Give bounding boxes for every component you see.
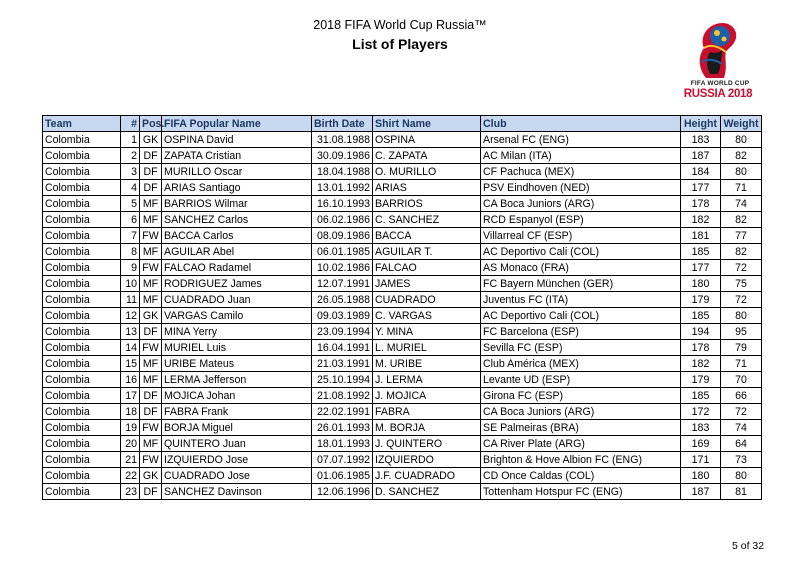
cell-club: Villarreal CF (ESP) <box>481 228 681 244</box>
cell-shirt-name: OSPINA <box>373 132 481 148</box>
table-body <box>43 132 762 500</box>
cell-player-name: FABRA Frank <box>162 404 312 420</box>
cell-club: AC Deportivo Cali (COL) <box>481 308 681 324</box>
cell-team: Colombia <box>43 356 121 372</box>
cell-position: FW <box>140 420 162 436</box>
table-row <box>43 484 762 500</box>
cell-team: Colombia <box>43 372 121 388</box>
table-row <box>43 148 762 164</box>
cell-number: 16 <box>121 372 140 388</box>
cell-player-name: ARIAS Santiago <box>162 180 312 196</box>
table-row <box>43 468 762 484</box>
cell-shirt-name: J. QUINTERO <box>373 436 481 452</box>
cell-shirt-name: FABRA <box>373 404 481 420</box>
cell-team: Colombia <box>43 132 121 148</box>
cell-club: CA Boca Juniors (ARG) <box>481 196 681 212</box>
cell-birth-date: 12.06.1996 <box>312 484 373 500</box>
column-header-shirt-name: Shirt Name <box>373 116 481 132</box>
cell-player-name: MOJICA Johan <box>162 388 312 404</box>
cell-weight: 82 <box>721 244 762 260</box>
table-row <box>43 420 762 436</box>
cell-shirt-name: AGUILAR T. <box>373 244 481 260</box>
cell-number: 1 <box>121 132 140 148</box>
cell-player-name: IZQUIERDO Jose <box>162 452 312 468</box>
cell-weight: 81 <box>721 484 762 500</box>
cell-club: Girona FC (ESP) <box>481 388 681 404</box>
cell-team: Colombia <box>43 308 121 324</box>
cell-player-name: LERMA Jefferson <box>162 372 312 388</box>
logo-text-fifa-world-cup: FIFA WORLD CUP <box>690 80 750 87</box>
cell-weight: 72 <box>721 404 762 420</box>
cell-weight: 77 <box>721 228 762 244</box>
cell-weight: 72 <box>721 260 762 276</box>
cell-player-name: VARGAS Camilo <box>162 308 312 324</box>
cell-number: 23 <box>121 484 140 500</box>
cell-team: Colombia <box>43 452 121 468</box>
cell-number: 22 <box>121 468 140 484</box>
cell-team: Colombia <box>43 420 121 436</box>
cell-position: DF <box>140 324 162 340</box>
cell-player-name: MURILLO Oscar <box>162 164 312 180</box>
cell-birth-date: 09.03.1989 <box>312 308 373 324</box>
cell-height: 171 <box>681 452 721 468</box>
cell-team: Colombia <box>43 148 121 164</box>
cell-weight: 80 <box>721 132 762 148</box>
cell-birth-date: 16.04.1991 <box>312 340 373 356</box>
table-row <box>43 260 762 276</box>
cell-height: 177 <box>681 260 721 276</box>
column-header-team: Team <box>43 116 121 132</box>
cell-birth-date: 31.08.1988 <box>312 132 373 148</box>
cell-weight: 75 <box>721 276 762 292</box>
cell-weight: 71 <box>721 180 762 196</box>
cell-player-name: MINA Yerry <box>162 324 312 340</box>
cell-shirt-name: L. MURIEL <box>373 340 481 356</box>
cell-weight: 73 <box>721 452 762 468</box>
document-title: List of Players <box>352 36 448 52</box>
cell-height: 183 <box>681 420 721 436</box>
cell-club: FC Barcelona (ESP) <box>481 324 681 340</box>
table-row <box>43 308 762 324</box>
cell-team: Colombia <box>43 404 121 420</box>
cell-team: Colombia <box>43 260 121 276</box>
cell-birth-date: 18.01.1993 <box>312 436 373 452</box>
cell-team: Colombia <box>43 212 121 228</box>
cell-birth-date: 16.10.1993 <box>312 196 373 212</box>
cell-club: CF Pachuca (MEX) <box>481 164 681 180</box>
cell-number: 18 <box>121 404 140 420</box>
cell-height: 177 <box>681 180 721 196</box>
cell-position: MF <box>140 292 162 308</box>
cell-height: 194 <box>681 324 721 340</box>
cell-shirt-name: J. MOJICA <box>373 388 481 404</box>
cell-position: FW <box>140 260 162 276</box>
cell-height: 180 <box>681 468 721 484</box>
cell-player-name: BORJA Miguel <box>162 420 312 436</box>
cell-number: 10 <box>121 276 140 292</box>
cell-height: 185 <box>681 244 721 260</box>
cell-position: MF <box>140 276 162 292</box>
page-number: 5 of 32 <box>732 540 765 552</box>
cell-height: 179 <box>681 372 721 388</box>
cell-team: Colombia <box>43 180 121 196</box>
cell-team: Colombia <box>43 388 121 404</box>
cell-height: 180 <box>681 276 721 292</box>
cell-weight: 72 <box>721 292 762 308</box>
cell-number: 5 <box>121 196 140 212</box>
trophy-emblem-icon <box>676 18 760 80</box>
cell-position: MF <box>140 356 162 372</box>
cell-birth-date: 18.04.1988 <box>312 164 373 180</box>
column-header-position: Pos. <box>140 116 162 132</box>
cell-position: GK <box>140 468 162 484</box>
cell-height: 178 <box>681 340 721 356</box>
cell-number: 2 <box>121 148 140 164</box>
cell-club: PSV Eindhoven (NED) <box>481 180 681 196</box>
cell-position: GK <box>140 308 162 324</box>
cell-number: 14 <box>121 340 140 356</box>
cell-club: Arsenal FC (ENG) <box>481 132 681 148</box>
table-row <box>43 228 762 244</box>
table-row <box>43 212 762 228</box>
cell-shirt-name: ARIAS <box>373 180 481 196</box>
cell-weight: 82 <box>721 212 762 228</box>
cell-position: MF <box>140 196 162 212</box>
cell-birth-date: 10.02.1986 <box>312 260 373 276</box>
cell-team: Colombia <box>43 196 121 212</box>
cell-height: 185 <box>681 388 721 404</box>
table-row <box>43 388 762 404</box>
cell-weight: 80 <box>721 468 762 484</box>
cell-player-name: CUADRADO Jose <box>162 468 312 484</box>
cell-player-name: ZAPATA Cristian <box>162 148 312 164</box>
cell-height: 182 <box>681 356 721 372</box>
cell-weight: 66 <box>721 388 762 404</box>
cell-position: DF <box>140 180 162 196</box>
column-header-club: Club <box>481 116 681 132</box>
cell-height: 182 <box>681 212 721 228</box>
column-header-birth-date: Birth Date <box>312 116 373 132</box>
cell-height: 187 <box>681 148 721 164</box>
column-header-number: # <box>121 116 140 132</box>
cell-player-name: BARRIOS Wilmar <box>162 196 312 212</box>
cell-weight: 70 <box>721 372 762 388</box>
table-row <box>43 452 762 468</box>
cell-number: 15 <box>121 356 140 372</box>
cell-shirt-name: CUADRADO <box>373 292 481 308</box>
cell-birth-date: 06.02.1986 <box>312 212 373 228</box>
table-row <box>43 356 762 372</box>
cell-height: 181 <box>681 228 721 244</box>
table-row <box>43 340 762 356</box>
cell-club: AC Deportivo Cali (COL) <box>481 244 681 260</box>
cell-weight: 64 <box>721 436 762 452</box>
cell-player-name: AGUILAR Abel <box>162 244 312 260</box>
cell-position: MF <box>140 212 162 228</box>
cell-shirt-name: M. BORJA <box>373 420 481 436</box>
cell-height: 187 <box>681 484 721 500</box>
cell-birth-date: 30.09.1986 <box>312 148 373 164</box>
cell-birth-date: 21.08.1992 <box>312 388 373 404</box>
table-row <box>43 244 762 260</box>
cell-club: AS Monaco (FRA) <box>481 260 681 276</box>
table-row <box>43 132 762 148</box>
cell-shirt-name: J.F. CUADRADO <box>373 468 481 484</box>
cell-player-name: MURIEL Luis <box>162 340 312 356</box>
cell-birth-date: 12.07.1991 <box>312 276 373 292</box>
cell-shirt-name: C. ZAPATA <box>373 148 481 164</box>
cell-number: 20 <box>121 436 140 452</box>
cell-player-name: QUINTERO Juan <box>162 436 312 452</box>
cell-player-name: URIBE Mateus <box>162 356 312 372</box>
cell-club: CA River Plate (ARG) <box>481 436 681 452</box>
cell-shirt-name: M. URIBE <box>373 356 481 372</box>
cell-number: 8 <box>121 244 140 260</box>
cell-number: 6 <box>121 212 140 228</box>
cell-player-name: OSPINA David <box>162 132 312 148</box>
cell-position: DF <box>140 164 162 180</box>
cell-position: DF <box>140 404 162 420</box>
cell-position: MF <box>140 372 162 388</box>
cell-player-name: CUADRADO Juan <box>162 292 312 308</box>
cell-player-name: SANCHEZ Carlos <box>162 212 312 228</box>
cell-shirt-name: C. VARGAS <box>373 308 481 324</box>
logo-text-russia-2018: RUSSIA 2018 <box>683 88 753 100</box>
cell-player-name: FALCAO Radamel <box>162 260 312 276</box>
cell-weight: 74 <box>721 196 762 212</box>
cell-weight: 82 <box>721 148 762 164</box>
cell-birth-date: 13.01.1992 <box>312 180 373 196</box>
cell-height: 184 <box>681 164 721 180</box>
world-cup-logo <box>676 18 760 106</box>
cell-height: 172 <box>681 404 721 420</box>
cell-shirt-name: FALCAO <box>373 260 481 276</box>
cell-weight: 80 <box>721 308 762 324</box>
cell-shirt-name: J. LERMA <box>373 372 481 388</box>
cell-birth-date: 21.03.1991 <box>312 356 373 372</box>
cell-club: RCD Espanyol (ESP) <box>481 212 681 228</box>
table-row <box>43 276 762 292</box>
cell-team: Colombia <box>43 164 121 180</box>
cell-birth-date: 07.07.1992 <box>312 452 373 468</box>
table-header-row <box>43 116 762 132</box>
document-subtitle: 2018 FIFA World Cup Russia™ <box>313 18 487 32</box>
cell-team: Colombia <box>43 292 121 308</box>
cell-weight: 71 <box>721 356 762 372</box>
cell-club: CA Boca Juniors (ARG) <box>481 404 681 420</box>
table-row <box>43 324 762 340</box>
column-header-name: FIFA Popular Name <box>162 116 312 132</box>
cell-player-name: BACCA Carlos <box>162 228 312 244</box>
cell-position: DF <box>140 148 162 164</box>
cell-club: Juventus FC (ITA) <box>481 292 681 308</box>
cell-number: 7 <box>121 228 140 244</box>
cell-number: 12 <box>121 308 140 324</box>
cell-position: FW <box>140 340 162 356</box>
cell-height: 185 <box>681 308 721 324</box>
cell-number: 9 <box>121 260 140 276</box>
table-row <box>43 196 762 212</box>
cell-shirt-name: BACCA <box>373 228 481 244</box>
cell-birth-date: 25.10.1994 <box>312 372 373 388</box>
cell-club: CD Once Caldas (COL) <box>481 468 681 484</box>
cell-birth-date: 26.01.1993 <box>312 420 373 436</box>
cell-birth-date: 08.09.1986 <box>312 228 373 244</box>
cell-birth-date: 26.05.1988 <box>312 292 373 308</box>
table-row <box>43 180 762 196</box>
cell-birth-date: 22.02.1991 <box>312 404 373 420</box>
cell-shirt-name: O. MURILLO <box>373 164 481 180</box>
cell-shirt-name: Y. MINA <box>373 324 481 340</box>
column-header-weight: Weight <box>721 116 762 132</box>
cell-weight: 79 <box>721 340 762 356</box>
table-row <box>43 164 762 180</box>
cell-team: Colombia <box>43 340 121 356</box>
cell-shirt-name: D. SANCHEZ <box>373 484 481 500</box>
cell-birth-date: 23.09.1994 <box>312 324 373 340</box>
cell-number: 3 <box>121 164 140 180</box>
cell-position: MF <box>140 436 162 452</box>
cell-position: MF <box>140 244 162 260</box>
cell-weight: 95 <box>721 324 762 340</box>
cell-position: DF <box>140 484 162 500</box>
cell-club: SE Palmeiras (BRA) <box>481 420 681 436</box>
cell-club: Brighton & Hove Albion FC (ENG) <box>481 452 681 468</box>
cell-number: 11 <box>121 292 140 308</box>
cell-number: 4 <box>121 180 140 196</box>
cell-club: Sevilla FC (ESP) <box>481 340 681 356</box>
cell-birth-date: 06.01.1985 <box>312 244 373 260</box>
table-row <box>43 372 762 388</box>
cell-height: 179 <box>681 292 721 308</box>
cell-number: 19 <box>121 420 140 436</box>
cell-height: 178 <box>681 196 721 212</box>
cell-height: 169 <box>681 436 721 452</box>
cell-team: Colombia <box>43 484 121 500</box>
cell-team: Colombia <box>43 468 121 484</box>
cell-number: 13 <box>121 324 140 340</box>
cell-number: 21 <box>121 452 140 468</box>
column-header-height: Height <box>681 116 721 132</box>
cell-shirt-name: C. SANCHEZ <box>373 212 481 228</box>
cell-team: Colombia <box>43 436 121 452</box>
cell-club: Levante UD (ESP) <box>481 372 681 388</box>
cell-club: FC Bayern München (GER) <box>481 276 681 292</box>
table-row <box>43 292 762 308</box>
cell-team: Colombia <box>43 324 121 340</box>
cell-position: GK <box>140 132 162 148</box>
cell-position: FW <box>140 452 162 468</box>
cell-position: DF <box>140 388 162 404</box>
cell-club: AC Milan (ITA) <box>481 148 681 164</box>
cell-height: 183 <box>681 132 721 148</box>
cell-position: FW <box>140 228 162 244</box>
cell-shirt-name: BARRIOS <box>373 196 481 212</box>
cell-player-name: RODRIGUEZ James <box>162 276 312 292</box>
cell-team: Colombia <box>43 276 121 292</box>
cell-shirt-name: IZQUIERDO <box>373 452 481 468</box>
table-row <box>43 436 762 452</box>
cell-club: Tottenham Hotspur FC (ENG) <box>481 484 681 500</box>
cell-weight: 74 <box>721 420 762 436</box>
players-table <box>42 115 762 500</box>
table-row <box>43 404 762 420</box>
cell-shirt-name: JAMES <box>373 276 481 292</box>
cell-team: Colombia <box>43 244 121 260</box>
cell-player-name: SANCHEZ Davinson <box>162 484 312 500</box>
cell-weight: 80 <box>721 164 762 180</box>
cell-team: Colombia <box>43 228 121 244</box>
cell-birth-date: 01.06.1985 <box>312 468 373 484</box>
cell-number: 17 <box>121 388 140 404</box>
cell-club: Club América (MEX) <box>481 356 681 372</box>
